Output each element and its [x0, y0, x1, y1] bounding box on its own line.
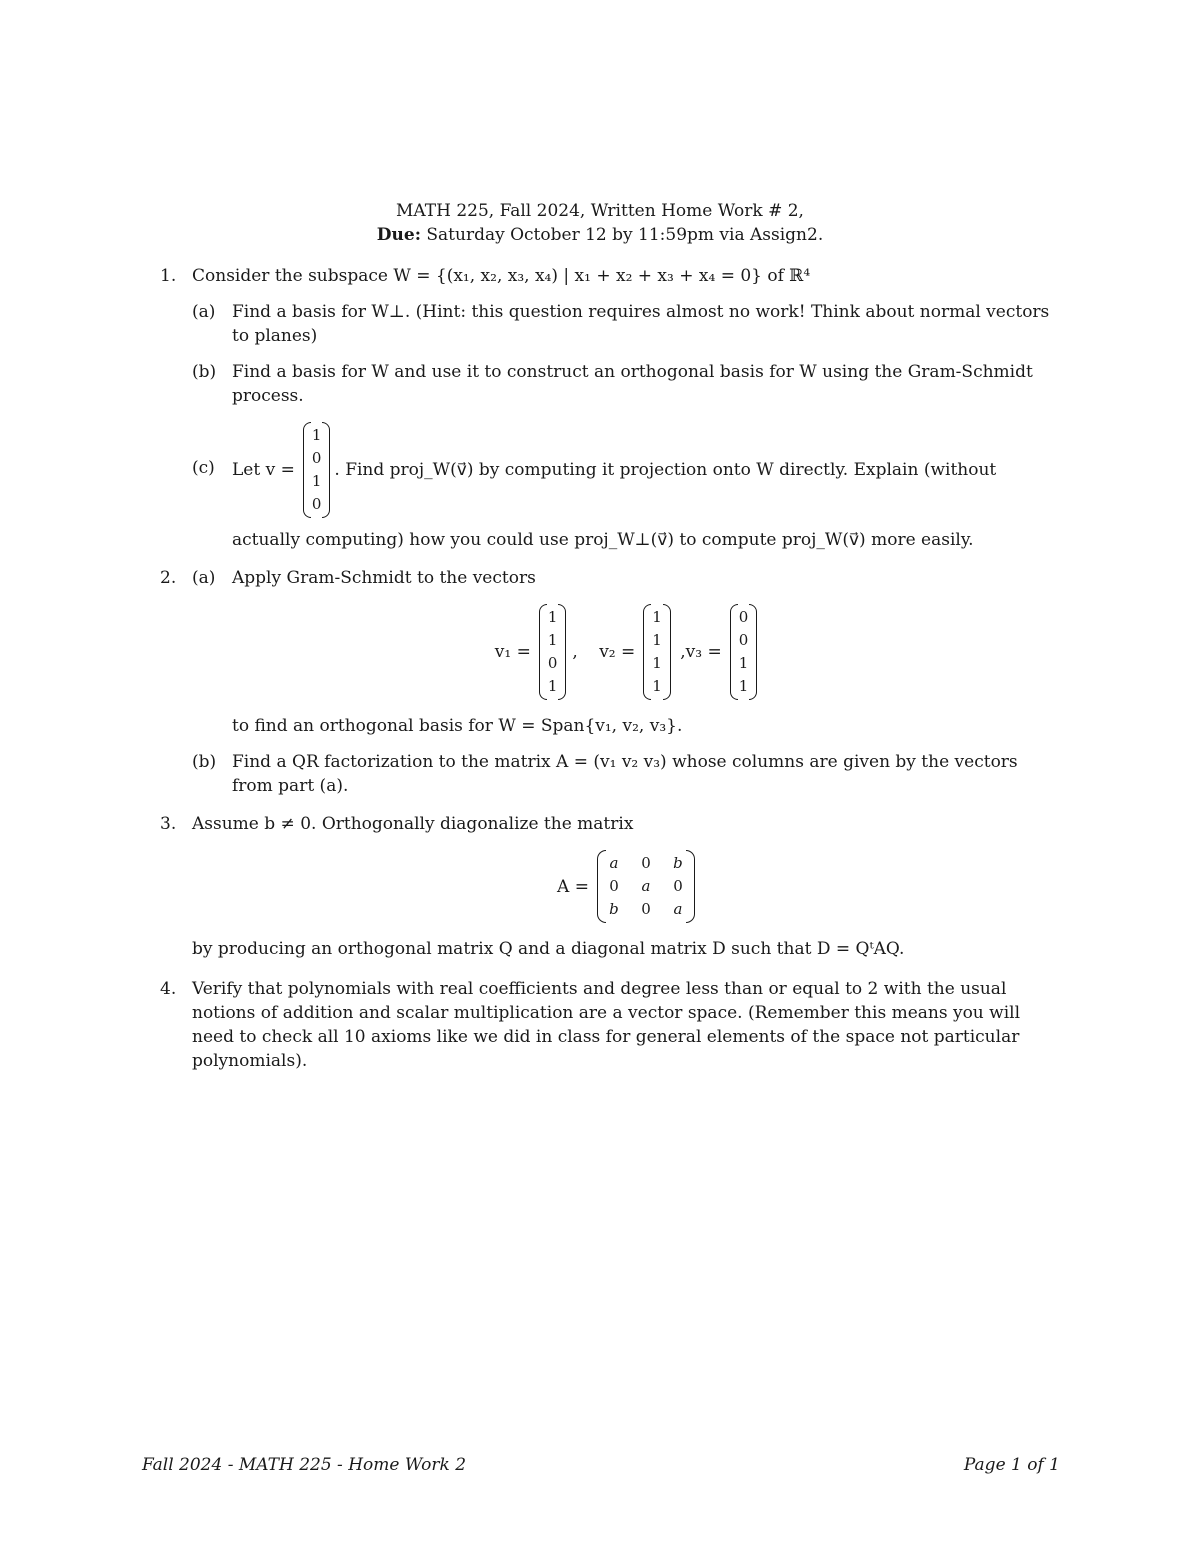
question-number: 3. — [160, 814, 177, 834]
vector-entry: 0 — [547, 654, 558, 672]
question-number: 4. — [160, 979, 177, 999]
question-3 — [160, 812, 1060, 961]
vectors-display — [232, 604, 1060, 700]
matrix-entry: a — [609, 854, 619, 872]
vector-entry: 1 — [738, 677, 749, 695]
vector-entry: 1 — [547, 677, 558, 695]
question-number: 1. — [160, 266, 177, 286]
page-footer — [142, 1455, 1060, 1475]
matrix-label: A = — [557, 876, 589, 897]
question-1c-text-cont: actually computing) how you could use proj_W⊥(v⃗) to compute proj_W(v⃗) more easily. — [232, 530, 974, 550]
vector-entry: 0 — [311, 495, 322, 513]
part-label: (a) — [192, 568, 216, 588]
matrix-entry: b — [673, 854, 683, 872]
matrix-display — [192, 850, 1060, 923]
question-3-intro: Assume b ≠ 0. Orthogonally diagonalize the matrix — [192, 814, 634, 834]
v2-label: v₂ = — [599, 642, 636, 662]
vector-entry: 1 — [738, 654, 749, 672]
vector-v3 — [730, 604, 758, 700]
vector-entry: 1 — [311, 472, 322, 490]
question-1b — [192, 360, 1060, 408]
footer-left: Fall 2024 - MATH 225 - Home Work 2 — [142, 1455, 467, 1475]
v2-group — [599, 604, 671, 700]
problem-list — [160, 264, 1060, 1087]
vector-entry: 0 — [738, 608, 749, 626]
matrix-entry: 0 — [673, 877, 683, 895]
question-1 — [160, 264, 1060, 552]
vector-entry: 1 — [652, 608, 662, 626]
vector-v — [303, 422, 331, 518]
question-2a — [192, 566, 1060, 738]
matrix-entry: a — [641, 877, 651, 895]
question-1a-text: Find a basis for W⊥. (Hint: this question requires almost no work! Think about normal vectors to planes) — [232, 302, 1050, 346]
question-1a — [192, 300, 1060, 348]
matrix-entry: a — [673, 900, 683, 918]
question-3-after: by producing an orthogonal matrix Q and a diagonal matrix D such that D = QᵗAQ. — [192, 939, 905, 959]
vector-entry: 0 — [738, 631, 749, 649]
vector-entry: 1 — [547, 631, 558, 649]
vector-entry: 0 — [311, 449, 322, 467]
v3-label: ,v₃ = — [680, 642, 722, 662]
vector-entry: 1 — [311, 426, 322, 444]
question-1-intro: Consider the subspace W = {(x₁, x₂, x₃, x₄) | x₁ + x₂ + x₃ + x₄ = 0} of ℝ⁴ — [192, 266, 811, 286]
part-label: (b) — [192, 752, 217, 772]
footer-page-number: Page 1 of 1 — [963, 1455, 1060, 1475]
matrix-entry: b — [609, 900, 619, 918]
matrix-entry: 0 — [641, 900, 651, 918]
question-1c-text: . Find proj_W(v⃗) by computing it projection onto W directly. Explain (without — [334, 460, 997, 480]
part-label: (c) — [192, 458, 215, 478]
matrix-entry: 0 — [641, 854, 651, 872]
vector-v2 — [643, 604, 671, 700]
matrix-row — [609, 852, 683, 875]
header-due — [0, 223, 1200, 247]
vector-entry: 1 — [652, 631, 662, 649]
v3-group — [676, 604, 757, 700]
document-header — [0, 199, 1200, 247]
part-label: (b) — [192, 362, 217, 382]
question-4 — [160, 977, 1060, 1073]
vector-entry: 1 — [652, 677, 662, 695]
v1-group — [495, 604, 594, 700]
let-v-label: Let v = — [232, 460, 295, 480]
vector-entry: 1 — [652, 654, 662, 672]
vector-v1 — [539, 604, 567, 700]
question-2b — [192, 750, 1060, 798]
question-number: 2. — [160, 568, 177, 588]
due-text: Saturday October 12 by 11:59pm via Assign2. — [426, 225, 824, 245]
matrix-group — [557, 850, 695, 923]
vector-entry: 1 — [547, 608, 558, 626]
comma: , — [572, 642, 578, 662]
matrix-row — [609, 898, 683, 921]
question-1b-text: Find a basis for W and use it to construct an orthogonal basis for W using the Gram-Schmidt process. — [232, 362, 1033, 406]
question-1c — [192, 422, 1060, 552]
header-title: MATH 225, Fall 2024, Written Home Work # 2, — [396, 201, 804, 221]
due-label: Due: — [376, 225, 421, 245]
question-2b-text: Find a QR factorization to the matrix A = (v₁ v₂ v₃) whose columns are given by the vectors from part (a). — [232, 752, 1018, 796]
part-label: (a) — [192, 302, 216, 322]
matrix-a — [597, 850, 695, 923]
question-2a-after: to find an orthogonal basis for W = Span{v₁, v₂, v₃}. — [232, 716, 683, 736]
question-4-text: Verify that polynomials with real coefficients and degree less than or equal to 2 with the usual notions of addition and scalar multiplication are a vector space. (Remember this means you will need to check all 10 axioms like we did in class for general elements of the space not particular polynomials). — [192, 979, 1021, 1071]
v1-label: v₁ = — [494, 642, 531, 662]
question-2 — [160, 566, 1060, 798]
matrix-row — [609, 875, 683, 898]
question-2a-text: Apply Gram-Schmidt to the vectors — [232, 568, 536, 588]
question-1c-line — [232, 422, 1060, 518]
matrix-entry: 0 — [609, 877, 619, 895]
